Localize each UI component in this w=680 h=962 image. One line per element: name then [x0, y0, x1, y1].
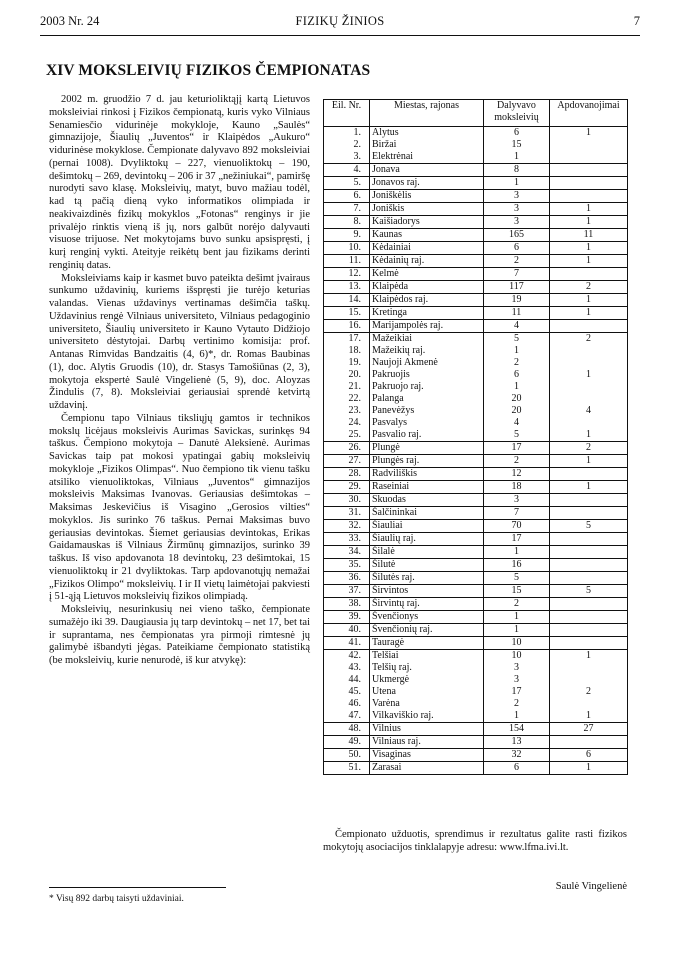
- table-row: [324, 520, 628, 533]
- table-row: [324, 533, 628, 546]
- row-number: 24.: [324, 417, 370, 429]
- row-number: 38.: [324, 598, 370, 611]
- row-number: 39.: [324, 611, 370, 624]
- participants-cell: 15: [484, 139, 550, 151]
- row-number: 16.: [324, 320, 370, 333]
- row-number: 33.: [324, 533, 370, 546]
- awards-cell: 2: [550, 333, 628, 346]
- table-row: [324, 559, 628, 572]
- city-cell: Šalčininkai: [370, 507, 484, 520]
- participants-cell: 1: [484, 611, 550, 624]
- city-cell: Kretinga: [370, 307, 484, 320]
- paragraph: Čempionu tapo Vilniaus tiksliųjų gamtos ir technikos mokslų licėjaus moksleivis Aurimas Savickas, surinkęs 94 taškus. Čempiono mokytoja – Danutė Aleksienė. Aurimas Savickas taip pat mokosi ypatingai gabių moksleivių mokykloje „Fizikos Olimpas“. Nuo čempiono tik vienu tašku atsiliko vienuoliktokas, Vilniaus „Juventos“ gimnazijos moksleivis Maksimas Ivanovas. Geriausias dešimtokas – Maksimas Jeskevičius iš Visagino „Gerosios vilties“ mokyklos. Jis surinko 76 taškus. Pernai Maksimas buvo geriausias devintokas. Šiemet geriausias devintokas, Erikas Gaidamauskas iš Vilniaus Žirmūnų gimnazijos, surinko 39 taškus. Iš viso apdovanota 18 devintokų, 23 dešimtokai, 15 vienuoliktokų ir 21 dvyliktokas. Tarp apdovanotųjų nemažai „Fizikos Olimpo“ moksleivių. I ir II vietų laimėtojai pakviesti į 51-ąją Lietuvos moksleivių fizikos olimpiadą.: [49, 412, 310, 603]
- awards-cell: 27: [550, 723, 628, 736]
- table-row: [324, 481, 628, 494]
- row-number: 36.: [324, 572, 370, 585]
- closing-paragraph: Čempionato užduotis, sprendimus ir rezultatus galite rasti fizikos mokytojų asociacijos tinklalapyje adresu: www.lfma.ivi.lt.: [323, 829, 627, 853]
- city-cell: Varėna: [370, 698, 484, 710]
- city-cell: Vilnius: [370, 723, 484, 736]
- row-number: 45.: [324, 686, 370, 698]
- table-row: [324, 442, 628, 455]
- row-number: 40.: [324, 624, 370, 637]
- row-number: 41.: [324, 637, 370, 650]
- participants-cell: 32: [484, 749, 550, 762]
- participants-cell: 1: [484, 151, 550, 164]
- table-row: [324, 723, 628, 736]
- participants-cell: 8: [484, 164, 550, 177]
- table-row: [324, 242, 628, 255]
- table-row: [324, 572, 628, 585]
- awards-cell: 1: [550, 455, 628, 468]
- city-cell: Šilutė: [370, 559, 484, 572]
- awards-cell: [550, 736, 628, 749]
- awards-cell: 1: [550, 203, 628, 216]
- participants-cell: 17: [484, 686, 550, 698]
- article-body: [49, 94, 310, 668]
- row-number: 12.: [324, 268, 370, 281]
- awards-cell: [550, 177, 628, 190]
- article-title: XIV MOKSLEIVIŲ FIZIKOS ČEMPIONATAS: [46, 62, 371, 79]
- city-cell: Tauragė: [370, 637, 484, 650]
- participants-cell: 1: [484, 177, 550, 190]
- row-number: 13.: [324, 281, 370, 294]
- row-number: 28.: [324, 468, 370, 481]
- participants-cell: 4: [484, 417, 550, 429]
- awards-cell: 2: [550, 281, 628, 294]
- awards-cell: 1: [550, 369, 628, 381]
- city-cell: Kelmė: [370, 268, 484, 281]
- city-cell: Radviliškis: [370, 468, 484, 481]
- table-row: [324, 611, 628, 624]
- row-number: 46.: [324, 698, 370, 710]
- row-number: 5.: [324, 177, 370, 190]
- participants-cell: 165: [484, 229, 550, 242]
- city-cell: Kėdainių raj.: [370, 255, 484, 268]
- participants-cell: 4: [484, 320, 550, 333]
- city-cell: Elektrėnai: [370, 151, 484, 164]
- table-row: [324, 190, 628, 203]
- awards-cell: [550, 381, 628, 393]
- row-number: 17.: [324, 333, 370, 346]
- awards-cell: [550, 559, 628, 572]
- awards-cell: 1: [550, 429, 628, 442]
- awards-cell: [550, 268, 628, 281]
- row-number: 11.: [324, 255, 370, 268]
- city-cell: Pasvalys: [370, 417, 484, 429]
- table-row: [324, 546, 628, 559]
- participants-cell: 154: [484, 723, 550, 736]
- table-row: [324, 749, 628, 762]
- awards-cell: [550, 468, 628, 481]
- table-row: [324, 494, 628, 507]
- city-cell: Pasvalio raj.: [370, 429, 484, 442]
- awards-cell: [550, 507, 628, 520]
- awards-cell: [550, 674, 628, 686]
- city-cell: Vilniaus raj.: [370, 736, 484, 749]
- participants-cell: 10: [484, 637, 550, 650]
- journal-title: FIZIKŲ ŽINIOS: [295, 14, 385, 28]
- participants-cell: 20: [484, 393, 550, 405]
- awards-cell: [550, 598, 628, 611]
- city-cell: Palanga: [370, 393, 484, 405]
- awards-cell: 1: [550, 307, 628, 320]
- row-number: 26.: [324, 442, 370, 455]
- participants-cell: 16: [484, 559, 550, 572]
- city-cell: Plungės raj.: [370, 455, 484, 468]
- city-cell: Plungė: [370, 442, 484, 455]
- row-number: 18.: [324, 345, 370, 357]
- city-cell: Utena: [370, 686, 484, 698]
- table-row: [324, 381, 628, 393]
- participants-cell: 13: [484, 736, 550, 749]
- table-row: [324, 507, 628, 520]
- table-row: [324, 164, 628, 177]
- participants-cell: 10: [484, 650, 550, 663]
- city-cell: Kaunas: [370, 229, 484, 242]
- row-number: 7.: [324, 203, 370, 216]
- row-number: 19.: [324, 357, 370, 369]
- city-cell: Šilalė: [370, 546, 484, 559]
- table-row: [324, 151, 628, 164]
- awards-cell: 1: [550, 127, 628, 140]
- participants-cell: 3: [484, 203, 550, 216]
- city-cell: Jonava: [370, 164, 484, 177]
- table-header-row: [324, 100, 628, 127]
- participants-cell: 12: [484, 468, 550, 481]
- table-row: [324, 393, 628, 405]
- participants-cell: 17: [484, 533, 550, 546]
- awards-cell: [550, 320, 628, 333]
- table-row: [324, 268, 628, 281]
- awards-cell: 1: [550, 255, 628, 268]
- row-number: 3.: [324, 151, 370, 164]
- participants-cell: 70: [484, 520, 550, 533]
- city-cell: Mažeikių raj.: [370, 345, 484, 357]
- table-row: [324, 229, 628, 242]
- table-row: [324, 736, 628, 749]
- awards-cell: 5: [550, 520, 628, 533]
- participants-cell: 6: [484, 127, 550, 140]
- row-number: 6.: [324, 190, 370, 203]
- participants-cell: 7: [484, 507, 550, 520]
- awards-cell: [550, 151, 628, 164]
- participants-cell: 2: [484, 455, 550, 468]
- table-row: [324, 333, 628, 346]
- col-header-city: Miestas, rajonas: [370, 100, 484, 127]
- city-cell: Alytus: [370, 127, 484, 140]
- table-row: [324, 429, 628, 442]
- awards-cell: [550, 345, 628, 357]
- awards-cell: 1: [550, 481, 628, 494]
- row-number: 29.: [324, 481, 370, 494]
- table-row: [324, 369, 628, 381]
- awards-cell: 1: [550, 650, 628, 663]
- participants-cell: 20: [484, 405, 550, 417]
- awards-cell: 2: [550, 686, 628, 698]
- table-row: [324, 216, 628, 229]
- participants-cell: 5: [484, 429, 550, 442]
- row-number: 32.: [324, 520, 370, 533]
- participants-cell: 3: [484, 674, 550, 686]
- participants-cell: 11: [484, 307, 550, 320]
- participants-cell: 15: [484, 585, 550, 598]
- city-cell: Mažeikiai: [370, 333, 484, 346]
- table-row: [324, 674, 628, 686]
- awards-cell: [550, 190, 628, 203]
- row-number: 27.: [324, 455, 370, 468]
- participants-cell: 18: [484, 481, 550, 494]
- row-number: 15.: [324, 307, 370, 320]
- participants-cell: 3: [484, 216, 550, 229]
- awards-cell: 6: [550, 749, 628, 762]
- table-row: [324, 698, 628, 710]
- city-cell: Raseiniai: [370, 481, 484, 494]
- participants-cell: 5: [484, 333, 550, 346]
- city-cell: Telšiai: [370, 650, 484, 663]
- table-row: [324, 203, 628, 216]
- row-number: 35.: [324, 559, 370, 572]
- participants-cell: 117: [484, 281, 550, 294]
- city-cell: Joniškis: [370, 203, 484, 216]
- row-number: 51.: [324, 762, 370, 775]
- row-number: 10.: [324, 242, 370, 255]
- awards-cell: [550, 164, 628, 177]
- table-row: [324, 417, 628, 429]
- city-cell: Šilutės raj.: [370, 572, 484, 585]
- city-cell: Jonavos raj.: [370, 177, 484, 190]
- row-number: 42.: [324, 650, 370, 663]
- table-body: [324, 127, 628, 775]
- participants-cell: 5: [484, 572, 550, 585]
- participants-cell: 7: [484, 268, 550, 281]
- city-cell: Pakruojo raj.: [370, 381, 484, 393]
- col-header-number: Eil. Nr.: [324, 100, 370, 127]
- city-cell: Marijampolės raj.: [370, 320, 484, 333]
- participants-cell: 1: [484, 381, 550, 393]
- participants-cell: 17: [484, 442, 550, 455]
- footnote: * Visų 892 darbų taisyti uždaviniai.: [49, 894, 184, 904]
- row-number: 43.: [324, 662, 370, 674]
- awards-cell: [550, 637, 628, 650]
- row-number: 9.: [324, 229, 370, 242]
- participants-cell: 1: [484, 710, 550, 723]
- city-cell: Šiauliai: [370, 520, 484, 533]
- city-cell: Kėdainiai: [370, 242, 484, 255]
- paragraph: Moksleiviams kaip ir kasmet buvo pateikta dešimt įvairaus sunkumo uždavinių, kuriems išspręsti jie turėjo keturias valandas. Vienas uždavinys vertinamas dešimčia taškų. Uždavinius rengė Vilniaus universiteto, Vilniaus pedagoginio universiteto, Šiaulių universiteto ir Kauno Vytauto Didžiojo universiteto dėstytojai. Darbų vertinimo komisija: prof. Antanas Rimvidas Bandzaitis (4, 6)*, dr. Romas Baubinas (1), doc. Alytis Gruodis (10), dr. Stasys Tamošiūnas (2, 3), mokytoja ekspertė Saulė Vingelienė (5, 9), doc. Aloyzas Žindulis (7, 8). Moksleiviai geriausiai sprendė ketvirtą uždavinį.: [49, 272, 310, 411]
- awards-cell: 5: [550, 585, 628, 598]
- awards-cell: 4: [550, 405, 628, 417]
- city-cell: Visaginas: [370, 749, 484, 762]
- city-cell: Biržai: [370, 139, 484, 151]
- city-cell: Ukmergė: [370, 674, 484, 686]
- awards-cell: 1: [550, 710, 628, 723]
- city-cell: Švenčionys: [370, 611, 484, 624]
- page-number: 7: [633, 14, 640, 28]
- awards-cell: 1: [550, 216, 628, 229]
- participants-cell: 2: [484, 357, 550, 369]
- table-row: [324, 598, 628, 611]
- awards-cell: [550, 417, 628, 429]
- city-cell: Telšių raj.: [370, 662, 484, 674]
- participants-cell: 2: [484, 255, 550, 268]
- table-row: [324, 320, 628, 333]
- awards-cell: [550, 494, 628, 507]
- row-number: 20.: [324, 369, 370, 381]
- awards-cell: [550, 357, 628, 369]
- table-row: [324, 307, 628, 320]
- city-cell: Pakruojis: [370, 369, 484, 381]
- participants-cell: 3: [484, 662, 550, 674]
- table-row: [324, 281, 628, 294]
- city-cell: Panevėžys: [370, 405, 484, 417]
- row-number: 37.: [324, 585, 370, 598]
- running-header: [40, 14, 640, 32]
- statistics-table: [323, 99, 628, 775]
- row-number: 14.: [324, 294, 370, 307]
- participants-cell: 2: [484, 598, 550, 611]
- awards-cell: [550, 698, 628, 710]
- city-cell: Širvintos: [370, 585, 484, 598]
- paragraph: 2002 m. gruodžio 7 d. jau keturioliktąjį kartą Lietuvos moksleiviai rinkosi į Fizikos čempionatą, kuris vyko Vilniaus Senamiesčio vidurinėje mokykloje, Kauno „Saulės“ gimnazijoje, Šiaulių „Juventos“ ir Klaipėdos „Aukuro“ vidurinėse mokyklose. Čempionate dalyvavo 892 moksleiviai (pernai 1008). Dvyliktokų – 227, vienuoliktokų – 190, dešimtokų – 269, devintokų – 206 ir 37 „nežiniukai“, pamiršę nurodyti savo klasę. Moksleivių, matyt, buvo mažiau todėl, kad tą pačią dieną vyko informatikos olimpiada ir neakivaizdinės fizikų mokyklos „Fotonas“ renginys ir jie privalėjo rinktis vieną iš jų, nors galbūt norėjo dalyvauti visuose trijuose. Net mokytojams buvo sunku apsispręsti, į kurį renginį vykti. Ateityje reikėtų bent jau fizikams derinti renginių datas.: [49, 94, 310, 271]
- city-cell: Klaipėda: [370, 281, 484, 294]
- participants-cell: 6: [484, 242, 550, 255]
- header-rule: [40, 35, 640, 36]
- city-cell: Širvintų raj.: [370, 598, 484, 611]
- participants-cell: 1: [484, 345, 550, 357]
- table-row: [324, 255, 628, 268]
- row-number: 4.: [324, 164, 370, 177]
- table-row: [324, 710, 628, 723]
- row-number: 23.: [324, 405, 370, 417]
- col-header-awards: Apdovanojimai: [550, 100, 628, 127]
- participants-cell: 2: [484, 698, 550, 710]
- table-row: [324, 357, 628, 369]
- table-row: [324, 662, 628, 674]
- table-row: [324, 650, 628, 663]
- row-number: 30.: [324, 494, 370, 507]
- row-number: 22.: [324, 393, 370, 405]
- row-number: 49.: [324, 736, 370, 749]
- table-row: [324, 294, 628, 307]
- city-cell: Zarasai: [370, 762, 484, 775]
- author-signature: Saulė Vingelienė: [555, 881, 627, 892]
- participants-cell: 6: [484, 369, 550, 381]
- row-number: 8.: [324, 216, 370, 229]
- row-number: 47.: [324, 710, 370, 723]
- table-row: [324, 455, 628, 468]
- row-number: 21.: [324, 381, 370, 393]
- table-row: [324, 405, 628, 417]
- city-cell: Švenčionių raj.: [370, 624, 484, 637]
- table-row: [324, 177, 628, 190]
- city-cell: Vilkaviškio raj.: [370, 710, 484, 723]
- col-header-participants: Dalyvavo moksleivių: [484, 100, 550, 127]
- awards-cell: [550, 139, 628, 151]
- table-row: [324, 686, 628, 698]
- table-row: [324, 127, 628, 140]
- awards-cell: 11: [550, 229, 628, 242]
- table-row: [324, 139, 628, 151]
- participants-cell: 3: [484, 494, 550, 507]
- table-row: [324, 637, 628, 650]
- awards-cell: [550, 611, 628, 624]
- closing-note: [323, 829, 627, 855]
- awards-cell: [550, 533, 628, 546]
- participants-cell: 19: [484, 294, 550, 307]
- table-row: [324, 345, 628, 357]
- awards-cell: 1: [550, 294, 628, 307]
- awards-cell: [550, 662, 628, 674]
- awards-cell: [550, 624, 628, 637]
- awards-cell: 2: [550, 442, 628, 455]
- participants-cell: 1: [484, 624, 550, 637]
- row-number: 48.: [324, 723, 370, 736]
- city-cell: Šiaulių raj.: [370, 533, 484, 546]
- city-cell: Joniškėlis: [370, 190, 484, 203]
- city-cell: Skuodas: [370, 494, 484, 507]
- participants-cell: 6: [484, 762, 550, 775]
- awards-cell: 1: [550, 762, 628, 775]
- table-row: [324, 624, 628, 637]
- participants-cell: 1: [484, 546, 550, 559]
- awards-cell: [550, 572, 628, 585]
- row-number: 1.: [324, 127, 370, 140]
- paragraph: Moksleivių, nesurinkusių nei vieno taško, čempionate sumažėjo iki 39. Daugiausia jų tarp devintokų – net 17, bet tai ir suprantama, nes čempionatas yra pirmoji rimtesnė jų galimybė išbandyti jėgas. Pateikiame čempionato statistiką (be moksleivių, kurie nenurodė, iš kur atvykę):: [49, 604, 310, 666]
- row-number: 2.: [324, 139, 370, 151]
- row-number: 31.: [324, 507, 370, 520]
- table-row: [324, 762, 628, 775]
- city-cell: Klaipėdos raj.: [370, 294, 484, 307]
- awards-cell: 1: [550, 242, 628, 255]
- issue-label: 2003 Nr. 24: [40, 14, 100, 28]
- footnote-rule: [49, 887, 226, 888]
- row-number: 50.: [324, 749, 370, 762]
- city-cell: Naujoji Akmenė: [370, 357, 484, 369]
- table-row: [324, 585, 628, 598]
- row-number: 34.: [324, 546, 370, 559]
- awards-cell: [550, 546, 628, 559]
- participants-cell: 3: [484, 190, 550, 203]
- row-number: 25.: [324, 429, 370, 442]
- awards-cell: [550, 393, 628, 405]
- city-cell: Kaišiadorys: [370, 216, 484, 229]
- row-number: 44.: [324, 674, 370, 686]
- table-row: [324, 468, 628, 481]
